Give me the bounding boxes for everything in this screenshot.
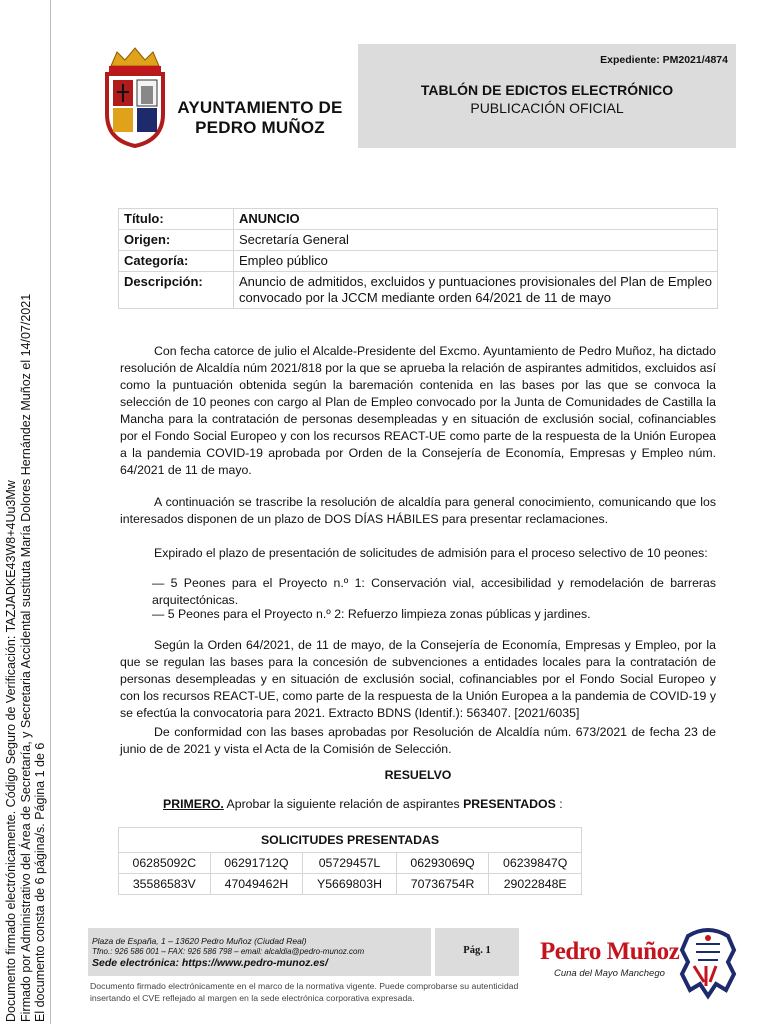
row-descripcion [119, 272, 718, 309]
bullet-2: — 5 Peones para el Proyecto n.º 2: Refuerzo limpieza zonas públicas y jardines. [152, 607, 591, 621]
primero-label: PRIMERO. [163, 797, 224, 811]
descripcion-label: Descripción: [119, 272, 234, 309]
page-number: Pág. 1 [463, 945, 491, 956]
footer-address: Plaza de España, 1 – 13620 Pedro Muñoz (Ciudad Real) [92, 936, 307, 946]
pedro-munoz-brand-logo [540, 938, 680, 979]
paragraph-5: De conformidad con las bases aprobadas por Resolución de Alcaldía núm. 673/2021 de fecha 23 de junio de de 2021 y vista el Acta de la Comisión de Selección. [120, 725, 716, 756]
applicant-id: 70736754R [396, 874, 489, 895]
table-row [119, 853, 582, 874]
titulo-label: Título: [119, 209, 234, 230]
applicant-id: 06239847Q [489, 853, 582, 874]
applicant-id: Y5669803H [303, 874, 397, 895]
footer-contact: Tfno.: 926 586 001 – FAX: 926 586 798 – email: alcaldia@pedro-munoz.com [92, 947, 365, 956]
brand-name: Pedro Muñoz [540, 938, 680, 965]
applications-header: SOLICITUDES PRESENTADAS [119, 828, 582, 853]
announcement-info-table [118, 208, 718, 309]
page-number-box [435, 928, 519, 976]
primero-line [163, 797, 563, 811]
municipality-name [170, 98, 350, 138]
verification-text [4, 293, 48, 1022]
applicant-id: 06285092C [119, 853, 211, 874]
municipal-emblem-icon [676, 920, 740, 1000]
row-titulo [119, 209, 718, 230]
municipality-line-2: PEDRO MUÑOZ [195, 118, 325, 137]
applicant-id: 47049462H [210, 874, 303, 895]
categoria-label: Categoría: [119, 251, 234, 272]
applicant-id: 06293069Q [396, 853, 489, 874]
footer-note: Documento firmado electrónicamente en el marco de la normativa vigente. Puede comprobarse su autenticidad insertando el CVE reflejado al margen en la sede electrónica corporativa expresada. [90, 981, 519, 1003]
descripcion-value: Anuncio de admitidos, excluidos y puntuaciones provisionales del Plan de Empleo convocado por la JCCM mediante orden 64/2021 de 11 de mayo [234, 272, 718, 309]
applications-table [118, 827, 582, 895]
applicant-id: 05729457L [303, 853, 397, 874]
verification-line-1: Documento firmado electrónicamente. Código Seguro de Verificación: TAZJADKE43W8+4Uu3Mw [4, 480, 18, 1022]
applicant-id: 06291712Q [210, 853, 303, 874]
paragraph-1: Con fecha catorce de julio el Alcalde-Presidente del Excmo. Ayuntamiento de Pedro Muñoz, ha dictado resolución de Alcaldía núm 2021/818 por la que se aprueba la relación de aspirantes admitidos, excluidos así como la puntuación obtenida según la baremación contenida en las bases por las que se convoca la selección de 10 peones con cargo al Plan de Empleo convocado por la Junta de Comunidades de Castilla la Mancha para la contratación de personas desempleadas y en situación de exclusión social, cofinanciables por el Fondo Social Europeo y con los recursos REACT-UE como parte de la respuesta de la Unión Europea a la pandemia COVID-19 aprobada por Orden de la Consejería de Economía, Empresas y Empleo núm. 64/2021 de 11 de mayo. [120, 344, 716, 477]
municipality-line-1: AYUNTAMIENTO DE [177, 98, 343, 117]
applicant-id: 29022848E [489, 874, 582, 895]
coat-of-arms-icon [103, 44, 167, 148]
origen-value: Secretaría General [234, 230, 718, 251]
row-origen [119, 230, 718, 251]
applicant-id: 35586583V [119, 874, 211, 895]
presentados-label: PRESENTADOS [463, 797, 556, 811]
notice-board-title: TABLÓN DE EDICTOS ELECTRÓNICO [420, 82, 674, 98]
paragraph-3: Expirado el plazo de presentación de solicitudes de admisión para el proceso selectivo de 10 peones: [154, 546, 708, 560]
resuelvo-heading: RESUELVO [384, 768, 452, 782]
verification-line-2: Firmado por Administrativo del Área de Secretaría, y Secretaria Accidental sustituta María Dolores Hernández Muñoz el 14/07/2021 [18, 293, 33, 1022]
origen-label: Origen: [119, 230, 234, 251]
row-categoria [119, 251, 718, 272]
primero-text: Aprobar la siguiente relación de aspirantes [223, 797, 464, 811]
primero-end: : [555, 797, 563, 811]
notice-board-subtitle: PUBLICACIÓN OFICIAL [470, 100, 624, 116]
footer-sede-link[interactable]: Sede electrónica: https://www.pedro-munoz.es/ [92, 957, 328, 969]
header-box [358, 44, 736, 148]
paragraph-2: A continuación se trascribe la resolución de alcaldía para general conocimiento, comunicando que los interesados disponen de un plazo de DOS DÍAS HÁBILES para presentar reclamaciones. [120, 495, 716, 526]
verification-line-3: El documento consta de 6 página/s. Página 1 de 6 [33, 742, 48, 1022]
categoria-value: Empleo público [234, 251, 718, 272]
table-row [119, 874, 582, 895]
bullet-1: — 5 Peones para el Proyecto n.º 1: Conservación vial, accesibilidad y remodelación de barreras arquitectónicas. [152, 576, 716, 607]
titulo-value: ANUNCIO [234, 209, 718, 230]
verification-margin [0, 0, 51, 1024]
paragraph-4: Según la Orden 64/2021, de 11 de mayo, de la Consejería de Economía, Empresas y Empleo, por la que se regulan las bases para la concesión de subvenciones a entidades locales para la contratación de personas desempleadas y en situación de exclusión social, cofinanciables por el Fondo Social Europeo y con los recursos REACT-UE, como parte de la respuesta de la Unión Europea a la pandemia de COVID-19 y se efectúa la convocatoria para 2021. Extracto BDNS (Identif.): 563407. [2021/6035] [120, 638, 716, 720]
brand-tagline: Cuna del Mayo Manchego [554, 968, 665, 979]
expediente-number: Expediente: PM2021/4874 [600, 54, 728, 66]
footer-contact-box [88, 928, 431, 976]
